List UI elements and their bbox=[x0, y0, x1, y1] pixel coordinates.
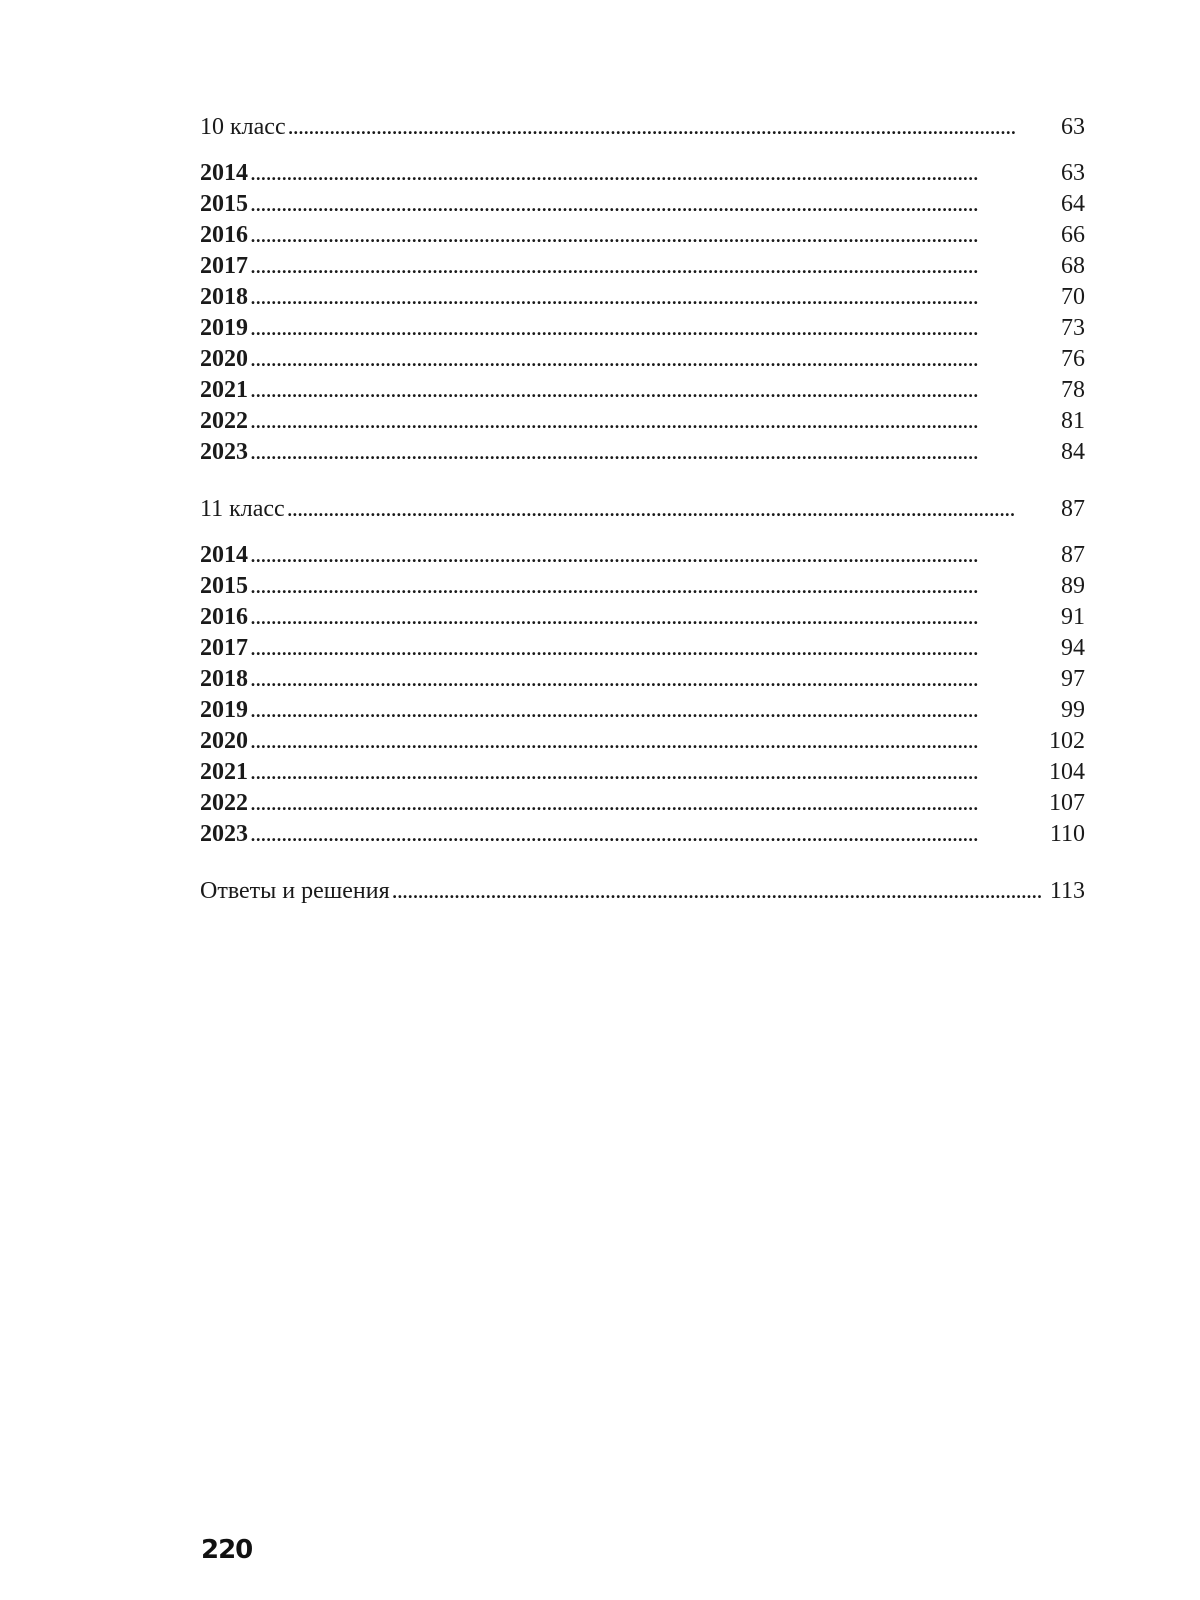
dot-leader bbox=[250, 757, 1041, 788]
dot-leader bbox=[250, 602, 1041, 633]
toc-entry-label: 2017 bbox=[200, 253, 248, 279]
toc-entry[interactable] bbox=[200, 189, 1085, 220]
toc-entry[interactable] bbox=[200, 819, 1085, 850]
toc-page-number: 73 bbox=[1061, 315, 1085, 341]
toc-page-number: 81 bbox=[1061, 408, 1085, 434]
toc-entry-label: 2020 bbox=[200, 728, 248, 754]
toc-page-number: 68 bbox=[1061, 253, 1085, 279]
toc-entry[interactable] bbox=[200, 344, 1085, 375]
dot-leader bbox=[250, 788, 1041, 819]
toc-entry-label: 2014 bbox=[200, 160, 248, 186]
toc-entry[interactable] bbox=[200, 788, 1085, 819]
toc-answers[interactable] bbox=[200, 876, 1085, 907]
toc-entry-label: 2023 bbox=[200, 439, 248, 465]
dot-leader bbox=[250, 726, 1041, 757]
toc-entry-label: 2023 bbox=[200, 821, 248, 847]
dot-leader bbox=[287, 494, 1041, 525]
toc-entry[interactable] bbox=[200, 757, 1085, 788]
dot-leader bbox=[250, 819, 1041, 850]
section-10-class bbox=[200, 112, 1085, 468]
toc-entry[interactable] bbox=[200, 602, 1085, 633]
toc-entry-label: 2016 bbox=[200, 222, 248, 248]
dot-leader bbox=[250, 664, 1041, 695]
toc-page-number: 63 bbox=[1061, 160, 1085, 186]
toc-entry-label: 2020 bbox=[200, 346, 248, 372]
dot-leader bbox=[250, 437, 1041, 468]
toc-entry[interactable] bbox=[200, 540, 1085, 571]
dot-leader bbox=[288, 112, 1041, 143]
toc-entry-label: 2021 bbox=[200, 377, 248, 403]
toc-entry[interactable] bbox=[200, 158, 1085, 189]
dot-leader bbox=[250, 251, 1041, 282]
dot-leader bbox=[250, 189, 1041, 220]
toc-page-number: 76 bbox=[1061, 346, 1085, 372]
toc-entry[interactable] bbox=[200, 313, 1085, 344]
toc-answers-label: Ответы и решения bbox=[200, 878, 390, 904]
dot-leader bbox=[250, 282, 1041, 313]
toc-page-number: 91 bbox=[1061, 604, 1085, 630]
toc-heading-label: 10 класс bbox=[200, 114, 286, 140]
dot-leader bbox=[250, 695, 1041, 726]
toc-entry-label: 2017 bbox=[200, 635, 248, 661]
toc-entry[interactable] bbox=[200, 437, 1085, 468]
toc-page-number: 97 bbox=[1061, 666, 1085, 692]
section-11-class bbox=[200, 494, 1085, 850]
dot-leader bbox=[250, 375, 1041, 406]
toc-entry-label: 2018 bbox=[200, 284, 248, 310]
toc-page-number: 102 bbox=[1049, 728, 1085, 754]
toc-page-number: 84 bbox=[1061, 439, 1085, 465]
toc-page-number: 113 bbox=[1049, 878, 1085, 904]
toc-heading-10-class[interactable] bbox=[200, 112, 1085, 143]
toc-page-number: 78 bbox=[1061, 377, 1085, 403]
toc-entry[interactable] bbox=[200, 220, 1085, 251]
dot-leader bbox=[250, 158, 1041, 189]
toc-page-number: 94 bbox=[1061, 635, 1085, 661]
toc-entry[interactable] bbox=[200, 726, 1085, 757]
toc-page-number: 110 bbox=[1049, 821, 1085, 847]
dot-leader bbox=[250, 633, 1041, 664]
dot-leader bbox=[250, 220, 1041, 251]
toc-page-number: 99 bbox=[1061, 697, 1085, 723]
toc-entry[interactable] bbox=[200, 406, 1085, 437]
toc-entry-label: 2016 bbox=[200, 604, 248, 630]
toc-page-number: 89 bbox=[1061, 573, 1085, 599]
toc-page-number: 107 bbox=[1049, 790, 1085, 816]
dot-leader bbox=[250, 344, 1041, 375]
toc-entry-label: 2015 bbox=[200, 573, 248, 599]
toc-entry-label: 2014 bbox=[200, 542, 248, 568]
dot-leader bbox=[250, 313, 1041, 344]
toc-entry[interactable] bbox=[200, 633, 1085, 664]
toc-entry-label: 2019 bbox=[200, 697, 248, 723]
toc-heading-label: 11 класс bbox=[200, 496, 285, 522]
toc-entry-label: 2019 bbox=[200, 315, 248, 341]
table-of-contents bbox=[200, 112, 1085, 907]
dot-leader bbox=[392, 876, 1041, 907]
toc-page-number: 63 bbox=[1061, 114, 1085, 140]
toc-entry-label: 2022 bbox=[200, 408, 248, 434]
toc-page-number: 64 bbox=[1061, 191, 1085, 217]
toc-page-number: 66 bbox=[1061, 222, 1085, 248]
toc-entry[interactable] bbox=[200, 375, 1085, 406]
toc-entry[interactable] bbox=[200, 282, 1085, 313]
toc-entry[interactable] bbox=[200, 251, 1085, 282]
toc-entry-label: 2018 bbox=[200, 666, 248, 692]
toc-entry-label: 2022 bbox=[200, 790, 248, 816]
dot-leader bbox=[250, 540, 1041, 571]
toc-entry-label: 2015 bbox=[200, 191, 248, 217]
toc-entry[interactable] bbox=[200, 571, 1085, 602]
toc-entry[interactable] bbox=[200, 664, 1085, 695]
dot-leader bbox=[250, 406, 1041, 437]
toc-page-number: 87 bbox=[1061, 496, 1085, 522]
toc-entry-label: 2021 bbox=[200, 759, 248, 785]
toc-entry[interactable] bbox=[200, 695, 1085, 726]
toc-page-number: 104 bbox=[1049, 759, 1085, 785]
toc-heading-11-class[interactable] bbox=[200, 494, 1085, 525]
toc-page-number: 87 bbox=[1061, 542, 1085, 568]
toc-page-number: 70 bbox=[1061, 284, 1085, 310]
dot-leader bbox=[250, 571, 1041, 602]
page-number: 220 bbox=[201, 1535, 253, 1565]
